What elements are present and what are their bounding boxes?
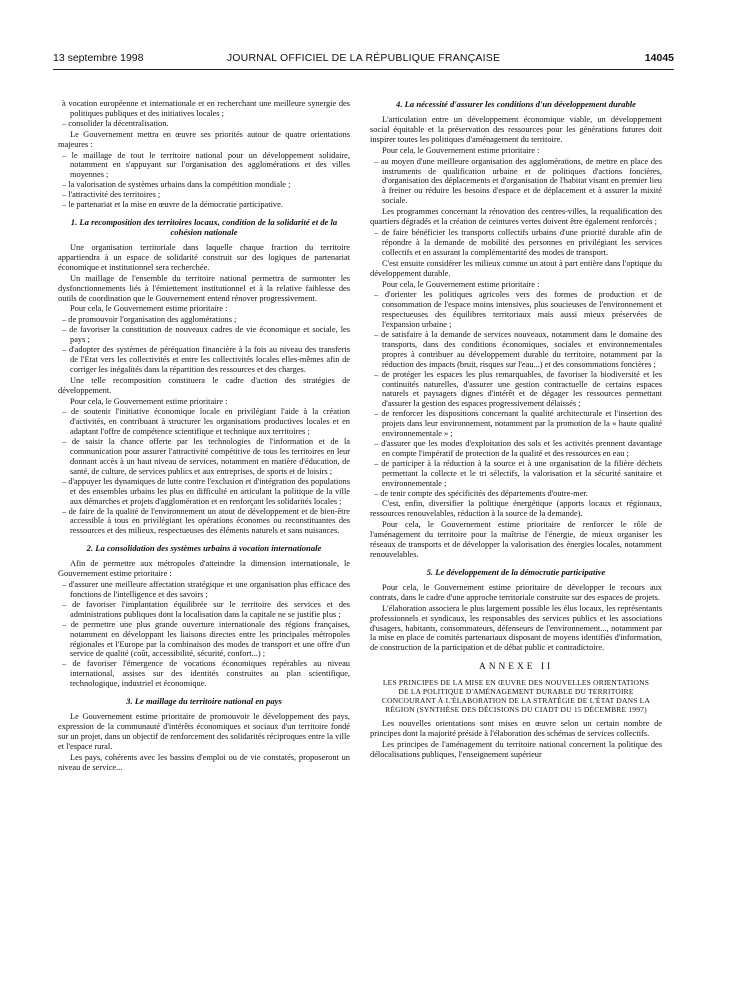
orientations-list <box>58 151 350 210</box>
priorities-list <box>370 228 662 258</box>
list-item: – d'appuyer les dynamiques de lutte contre l'exclusion et d'intégration des populations et des ensembles urbains les plus en difficulté en articulant la politique de la ville aux démarches et projets d'agglomération et en renforçant les solidarités locales ; <box>62 476 350 506</box>
paragraph: Le Gouvernement mettra en œuvre ses priorités autour de quatre orientations majeures : <box>58 129 350 149</box>
paragraph: Pour cela, le Gouvernement estime prioritaire : <box>70 304 228 314</box>
section-heading-4: 4. La nécessité d'assurer les conditions d'un développement durable <box>396 99 636 109</box>
list-item: – d'assurer que les modes d'exploitation des sols et les activités prennent davantage en compte l'impératif de protection de la qualité et des ressources en eau ; <box>374 439 662 458</box>
annex-subtitle: LES PRINCIPES DE LA MISE EN ŒUVRE DES NOUVELLES ORIENTATIONS DE LA POLITIQUE D'AMÉNAGEMENT DURABLE DU TERRITOIRE CONCOURANT À L'ÉLABORATION DE LA STRATÉGIE DE L'ÉTAT DANS LA RÉGION (SYNTHÈSE DES DÉCISIONS DU CIADT DU 15 DÉCEMBRE 1997) <box>381 678 651 715</box>
left-column <box>58 99 350 969</box>
list-item: – l'attractivité des territoires ; <box>62 190 161 200</box>
paragraph: L'élaboration associera le plus largement possible les élus locaux, les représentants professionnels et syndicaux, les responsables des services publics et les associations d'usagers, habitants, consommateurs, défenseurs de l'environnement..., notamment par la mise en place de comités partenariaux disposant de moyens identifiés d'information, de construction de la participation et de débat public et contradictoire. <box>370 603 662 653</box>
paragraph: Pour cela, le Gouvernement estime prioritaire de renforcer le rôle de l'aménagement du territoire pour la maîtrise de l'énergie, de mieux organiser les réseaux de transports et de développer la valorisation des énergies locales, notamment renouvelables. <box>370 520 662 559</box>
priorities-list <box>58 407 350 536</box>
list-item: – d'assurer une meilleure affectation stratégique et une organisation plus efficace des fonctions de l'intelligence et des savoirs ; <box>62 580 350 599</box>
list-item: – de satisfaire à la demande de services nouveaux, notamment dans le domaine des transports, dans des conditions économiques, sociales et environnementales propres à contribuer au développement durable du territoire, notamment par la réduction des impacts (bruit, risques sur l'eau...) et des consommations foncières ; <box>374 330 662 369</box>
page-header <box>53 52 674 66</box>
section-heading-3: 3. Le maillage du territoire national en pays <box>126 696 282 707</box>
list-item: – de saisir la chance offerte par les technologies de l'information et de la communication pour assurer l'attractivité compétitive de tous les territoires en leur donnant accès à un haut niveau de services, notamment en matière d'éducation, de santé, de culture, de services publics et aux entreprises, de sports et de loisirs ; <box>62 437 350 476</box>
section-heading-1: 1. La recomposition des territoires locaux, condition de la solidarité et de la cohésion nationale <box>70 216 338 237</box>
header-rule <box>53 69 674 70</box>
list-item: – de favoriser l'implantation équilibrée sur le territoire des services et des administrations publiques dont la localisation dans la capitale ne se justifie plus ; <box>62 599 350 619</box>
header-page-number: 14045 <box>644 52 674 64</box>
paragraph: Afin de permettre aux métropoles d'atteindre la dimension internationale, le Gouvernement estime prioritaire : <box>58 559 350 579</box>
paragraph: Pour cela, le Gouvernement estime prioritaire : <box>382 279 540 289</box>
list-item: – de faire de la qualité de l'environnement un atout de développement et de bien-être accessible à tous en privilégiant les opérations économes ou reconstituantes des ressources et des milieux, respectueuses des éléments naturels et sans nuisances. <box>62 506 350 536</box>
right-column <box>370 99 662 969</box>
list-item: – de protéger les espaces les plus remarquables, de favoriser la biodiversité et les continuités naturelles, d'assurer une gestion contractuelle de certains espaces naturels et paysagers dignes d'intérêt et de dégager les ressources permettant d'assurer la gestion des espaces progressivement délaissés ; <box>374 369 662 409</box>
paragraph: Pour cela, le Gouvernement estime prioritaire : <box>382 145 540 155</box>
paragraph: Pour cela, le Gouvernement estime prioritaire de développer le recours aux contrats, dans le cadre d'une approche territoriale construite sur des espaces de projets. <box>370 582 662 602</box>
list-item: – de favoriser la constitution de nouveaux cadres de vie économique et sociale, les pays ; <box>62 325 350 345</box>
list-item: – d'adopter des systèmes de péréquation financière à la fois au niveau des transferts de l'Etat vers les collectivités et entre les collectivités locales elles-mêmes afin de corriger les inégalités dans la répartition des ressources et des charges. <box>62 345 350 374</box>
list-item: – de faire bénéficier les transports collectifs urbains d'une priorité durable afin de répondre à la demande de mobilité des personnes en privilégiant les services collectifs et en assurant la complémentarité des modes de transport. <box>374 227 662 257</box>
list-item: – d'orienter les politiques agricoles vers des formes de production et de consommation de l'espace moins intensives, plus soucieuses de l'environnement et respectueuses des équilibres territoriaux mais aussi mieux préservées de l'expansion urbaine ; <box>374 290 662 330</box>
list-item: – de participer à la réduction à la source et à une organisation de la filière déchets permettant la collecte et le tri sélectifs, la valorisation et la sécurité sanitaire et environnementale ; <box>374 458 662 488</box>
list-item: – la valorisation de systèmes urbains dans la compétition mondiale ; <box>62 180 291 190</box>
paragraph: Les nouvelles orientations sont mises en œuvre selon un certain nombre de principes dont la majorité préside à l'élaboration des schémas de services collectifs. <box>370 719 662 739</box>
priorities-list <box>58 580 350 689</box>
paragraph: L'articulation entre un développement économique viable, un développement social équitable et la préservation des ressources pour les générations futures doit inspirer toutes les politiques d'aménagement du territoire. <box>370 115 662 144</box>
list-item: à vocation européenne et internationale et en recherchant une meilleure synergie des politiques publiques et des initiatives locales ; <box>62 99 350 118</box>
paragraph: Les programmes concernant la rénovation des centres-villes, la requalification des quartiers dégradés et la création de ceintures vertes doivent être également renforcés ; <box>370 207 662 227</box>
list-item: – au moyen d'une meilleure organisation des agglomérations, de mettre en place des instruments de qualification urbaine et de politiques d'actions foncières, d'organisation des déplacements et d'organisation de l'habitat visant en premier lieu à freiner ou réduire les besoins d'espace et de déplacement et à assurer la mixité sociale. <box>374 156 662 206</box>
list-continued <box>58 99 350 129</box>
section-heading-5: 5. Le développement de la démocratie participative <box>426 566 606 577</box>
list-item: – le maillage de tout le territoire national pour un développement solidaire, notamment en s'appuyant sur l'organisation des agglomérations et des villes moyennes ; <box>62 150 350 180</box>
paragraph: C'est, enfin, diversifier la politique énergétique (apports locaux et régionaux, ressources renouvelables, réduction à la source de la demande). <box>370 499 662 519</box>
paragraph: Une telle recomposition constituera le cadre d'action des stratégies de développement. <box>58 375 350 395</box>
header-date: 13 septembre 1998 <box>53 52 144 64</box>
paragraph: Un maillage de l'ensemble du territoire national permettra de surmonter les dysfonctionnements liés à l'émiettement institutionnel et à la relative faiblesse des outils de coordination que le Gouvernement entend rénover progressivement. <box>58 273 350 303</box>
paragraph: Pour cela, le Gouvernement estime prioritaire : <box>70 396 228 406</box>
priorities-list <box>370 290 662 498</box>
list-item: – consolider la décentralisation. <box>62 118 169 128</box>
list-item: – de tenir compte des spécificités des départements d'outre-mer. <box>374 488 588 498</box>
list-item: – de renforcer les dispositions concernant la qualité architecturale et l'insertion des projets dans leur environnement, notamment par la promotion de la « haute qualité environnementale » ; <box>374 409 662 439</box>
paragraph: Une organisation territoriale dans laquelle chaque fraction du territoire appartiendra à un espace de solidarité construit sur des logiques de partenariat économique et institutionnel sera recherchée. <box>58 242 350 272</box>
paragraph: C'est ensuite considérer les milieux comme un atout à part entière dans l'optique du développement durable. <box>370 258 662 278</box>
list-item: – de permettre une plus grande ouverture internationale des régions françaises, notamment en développant les liaisons directes entre les principales métropoles régionales et l'Europe par la combinaison des modes de transport et une offre d'un service de qualité (coût, accessibilité, sécurité, confort...) ; <box>62 619 350 659</box>
header-journal-title: JOURNAL OFFICIEL DE LA RÉPUBLIQUE FRANÇAISE <box>226 52 501 64</box>
paragraph: Le Gouvernement estime prioritaire de promouvoir le développement des pays, expression de la communauté d'intérêts économiques et sociaux d'un territoire fondé sur un projet, dans un objectif de renforcement des solidarités réciproques entre la ville et l'espace rural. <box>58 712 350 751</box>
list-item: – de promouvoir l'organisation des agglomérations ; <box>62 315 237 325</box>
section-heading-2: 2. La consolidation des systèmes urbains à vocation internationale <box>86 543 322 554</box>
paragraph: Les pays, cohérents avec les bassins d'emploi ou de vie constatés, proposeront un niveau de service... <box>58 752 350 772</box>
list-item: – le partenariat et la mise en œuvre de la démocratie participative. <box>62 200 283 210</box>
list-item: – de soutenir l'initiative économique locale en privilégiant l'aide à la création d'activités, en contribuant à structurer les organisations productives locales et en adaptant l'offre de compétence scientifique et technique aux territoires ; <box>62 407 350 437</box>
annex-title: ANNEXE II <box>478 662 554 673</box>
priorities-list <box>58 315 350 374</box>
priorities-list <box>370 157 662 207</box>
paragraph: Les principes de l'aménagement du territoire national concernent la politique des délocalisations publiques, l'enseignement supérieur <box>370 739 662 759</box>
list-item: – de favoriser l'émergence de vocations économiques repérables au niveau international, assises sur des identités construites au plan scientifique, technologique, industriel et économique. <box>62 659 350 689</box>
